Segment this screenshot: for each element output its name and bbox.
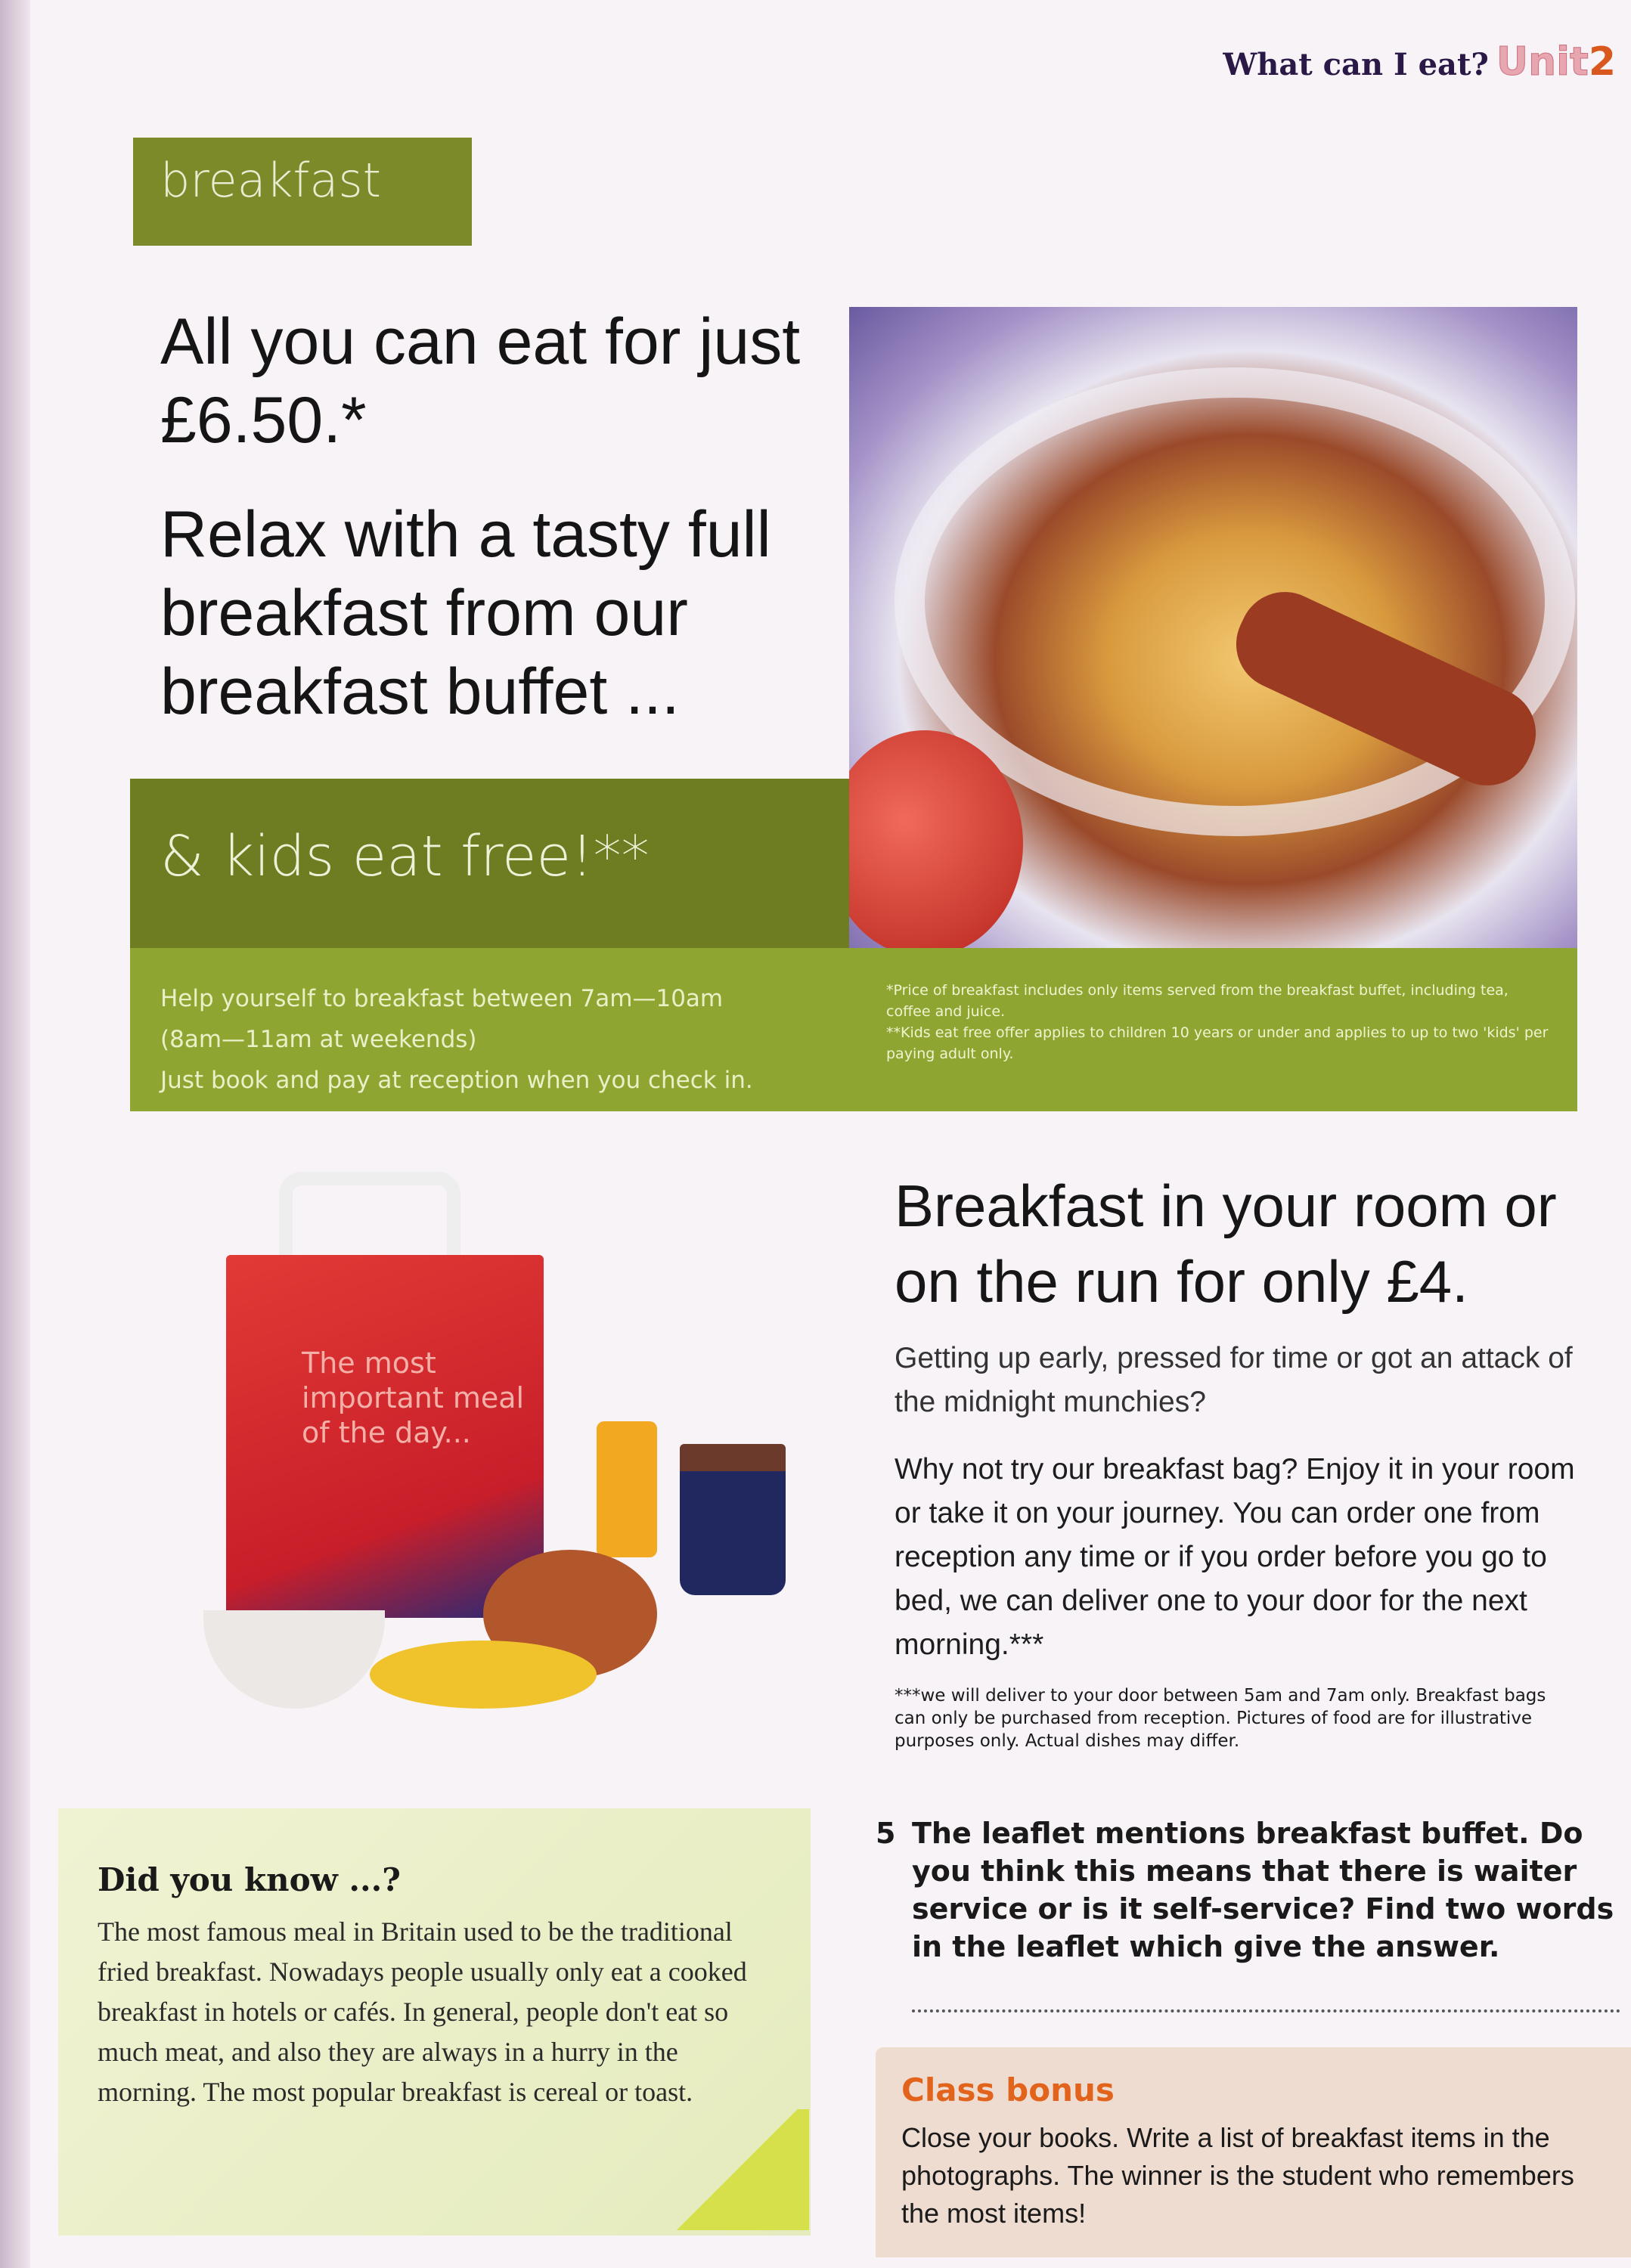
room-heading: Breakfast in your room or on the run for only £4. xyxy=(895,1173,1557,1315)
breakfast-plate-photo xyxy=(849,307,1577,948)
subheadline: Relax with a tasty full breakfast from our breakfast buffet ... xyxy=(160,498,771,728)
class-bonus-box xyxy=(876,2047,1631,2257)
headline: All you can eat for just £6.50.* xyxy=(160,305,801,457)
buffet-booking: Just book and pay at reception when you check in. xyxy=(160,1067,753,1094)
did-you-know-body: The most famous meal in Britain used to be the traditional fried breakfast. Nowadays people usually only eat a cooked breakfast in hotels or cafés. In general, people don't eat so much meat, and also they are always in a hurry in the morning. The most popular breakfast is cereal or toast. xyxy=(98,1916,747,2107)
kids-banner-text: & kids eat free!** xyxy=(160,824,650,889)
page-header xyxy=(1223,39,1616,85)
did-you-know-title: Did you know ...? xyxy=(98,1861,401,1898)
room-body: Why not try our breakfast bag? Enjoy it in your room or take it on your journey. You can order one from reception any time or if you order before you go to bed, we can deliver one to your door for the next morning.*** xyxy=(895,1453,1575,1661)
page-edge xyxy=(0,0,30,2268)
coffee-cup xyxy=(680,1444,786,1595)
class-bonus-body: Close your books. Write a list of breakfast items in the photographs. The winner is the student who remembers the most items! xyxy=(901,2122,1574,2229)
buffet-hours: Help yourself to breakfast between 7am—10am xyxy=(160,985,724,1012)
page-curl-decoration xyxy=(665,2109,809,2230)
buffet-weekend-hours: (8am—11am at weekends) xyxy=(160,1026,477,1053)
class-bonus-title: Class bonus xyxy=(901,2071,1115,2108)
breakfast-bag-photo xyxy=(188,1172,811,1737)
buffet-info xyxy=(160,978,753,1101)
banana xyxy=(370,1641,597,1709)
question-text: The leaflet mentions breakfast buffet. Do you think this means that there is waiter service or is it self-service? Find two words in the leaflet which give the answer. xyxy=(912,1817,1614,1963)
buffet-info-band xyxy=(130,948,1577,1111)
footnote-kids: **Kids eat free offer applies to children 10 years or under and applies to up to two 'kids' per paying adult only. xyxy=(886,1024,1549,1062)
answer-line[interactable] xyxy=(912,2009,1620,2012)
footnote-price: *Price of breakfast includes only items served from the breakfast buffet, including tea, coffee and juice. xyxy=(886,982,1509,1020)
room-footnote: ***we will deliver to your door between 5am and 7am only. Breakfast bags can only be purchased from reception. Pictures of food are for illustrative purposes only. Actual dishes may differ. xyxy=(895,1686,1546,1751)
unit-number: 2 xyxy=(1588,39,1616,85)
kids-banner xyxy=(130,779,849,948)
juice-bottle xyxy=(597,1421,657,1557)
room-intro: Getting up early, pressed for time or got an attack of the midnight munchies? xyxy=(895,1342,1573,1418)
bag-slogan: The most important meal of the day... xyxy=(302,1346,525,1449)
unit-word: Unit xyxy=(1496,39,1589,85)
unit-title: What can I eat? xyxy=(1223,47,1489,82)
buffet-footnotes xyxy=(886,980,1552,1064)
question-5 xyxy=(876,1814,1624,1966)
question-number: 5 xyxy=(876,1817,896,1850)
cereal-bowl xyxy=(203,1610,385,1709)
section-label: breakfast xyxy=(133,138,472,246)
